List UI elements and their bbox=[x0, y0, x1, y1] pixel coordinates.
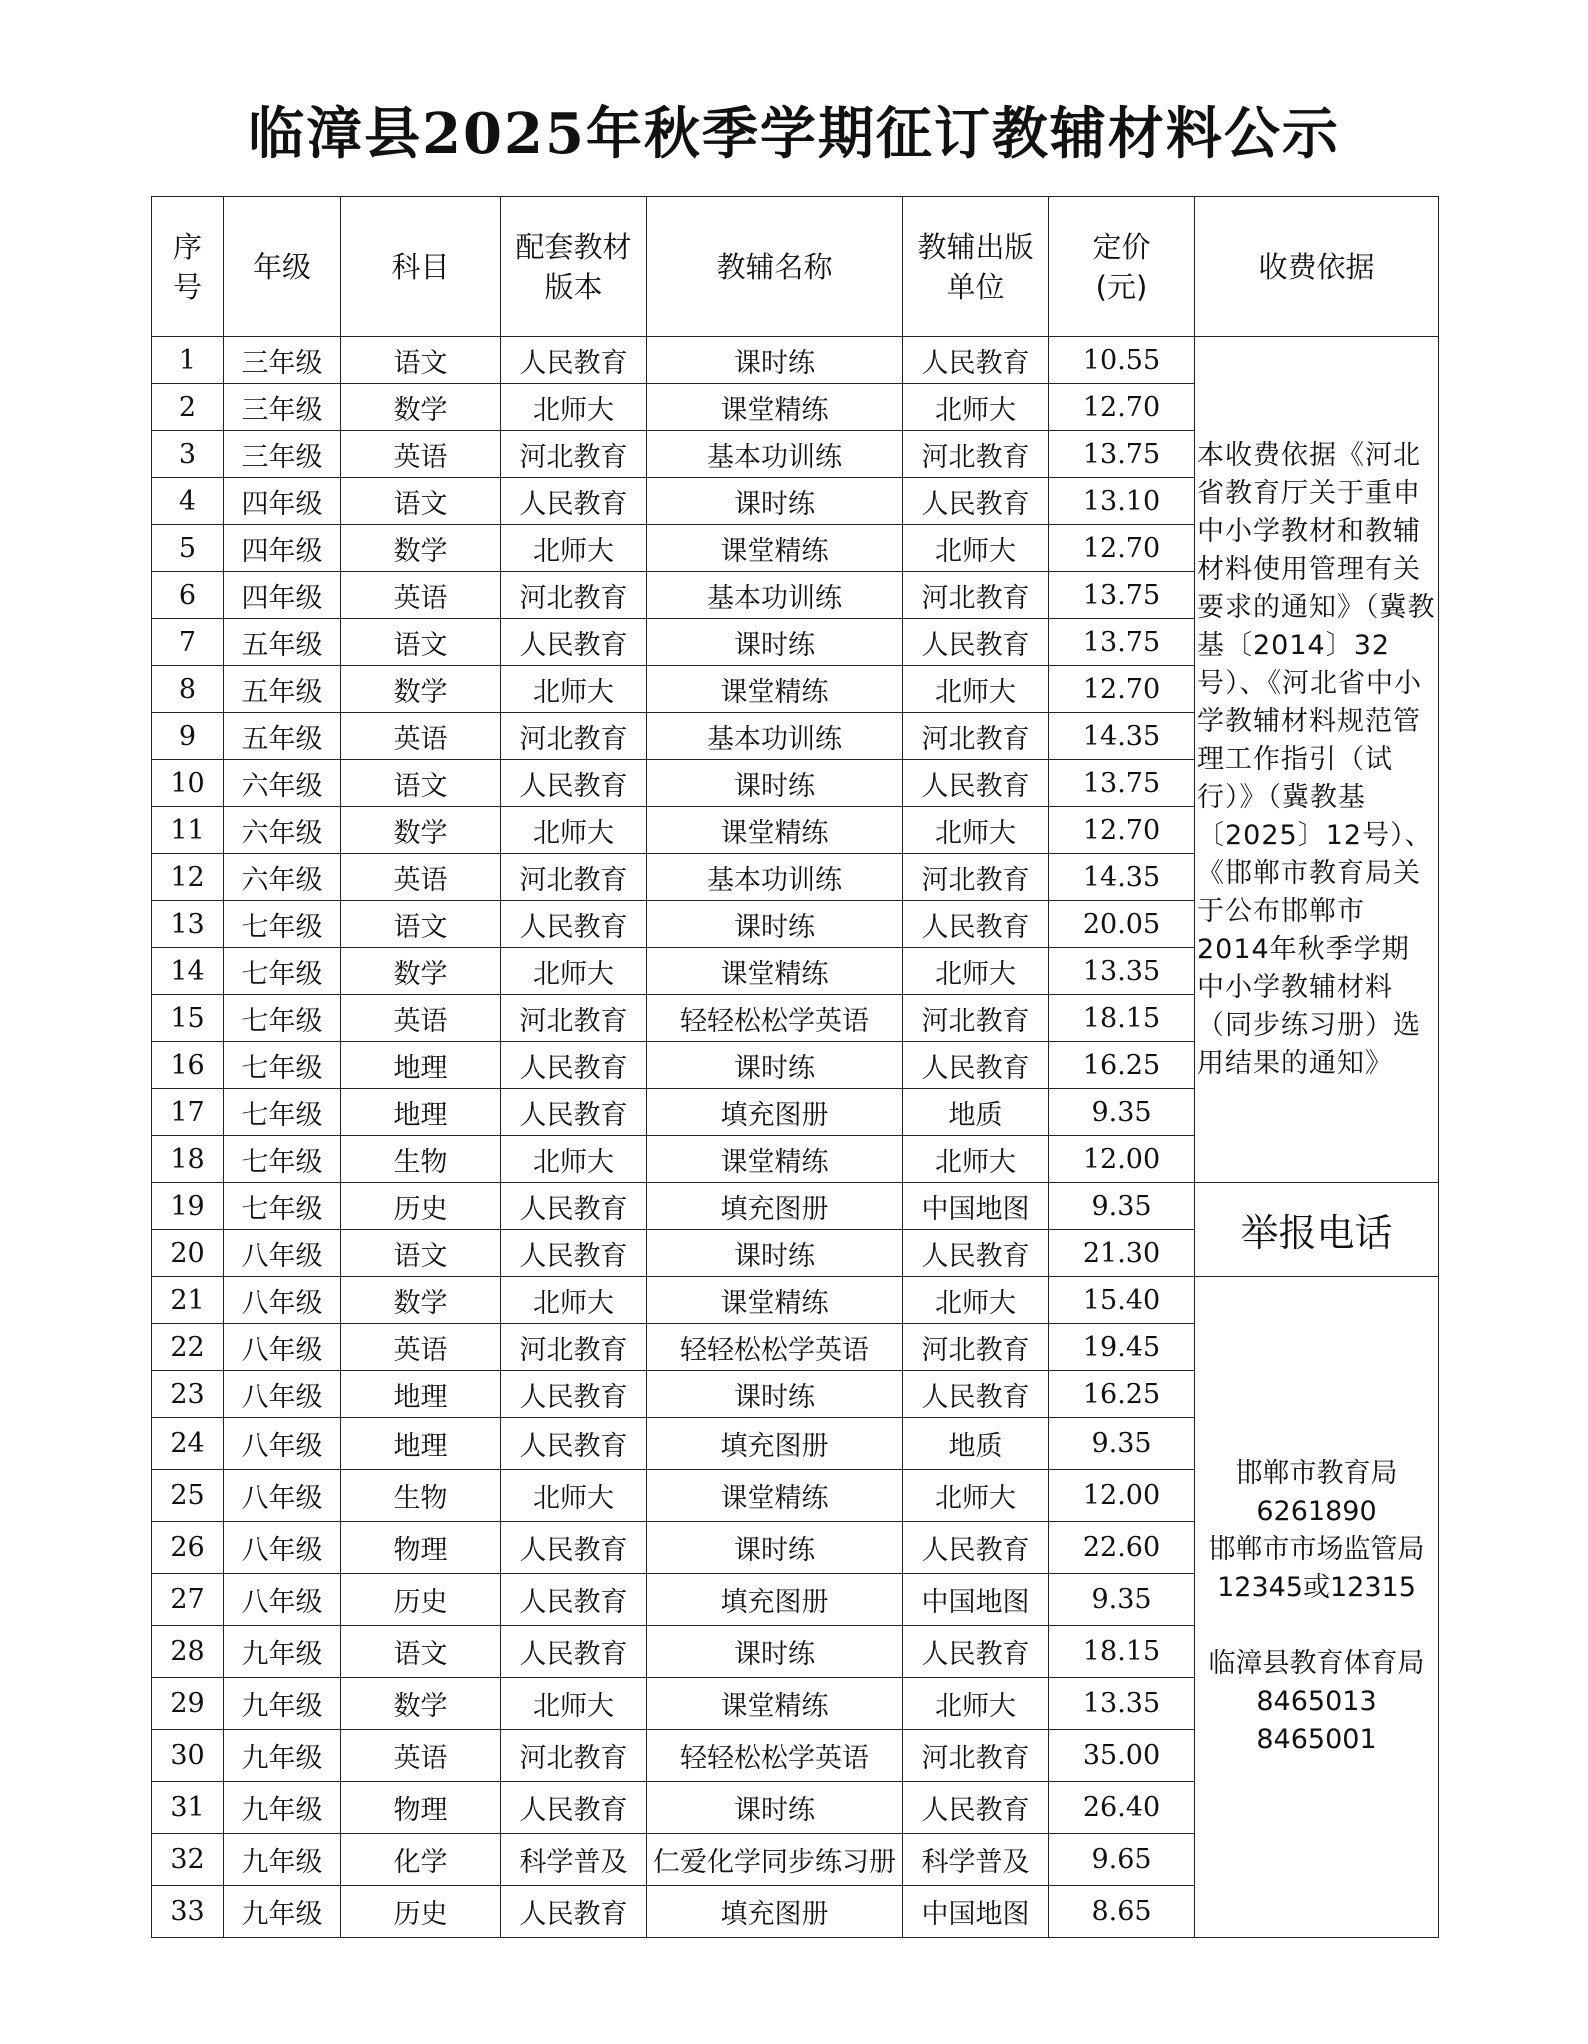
cell-no: 9 bbox=[152, 713, 224, 760]
cell-subject: 英语 bbox=[341, 854, 501, 901]
cell-edition: 河北教育 bbox=[501, 1324, 647, 1371]
fee-basis-text: 本收费依据《河北省教育厅关于重申中小学教材和教辅材料使用管理有关要求的通知》（冀教基〔2014〕32号）、《河北省中小学教辅材料规范管理工作指引（试行）》（冀教基〔2025〕12号）、《邯郸市教育局关于公布邯郸市2014年秋季学期中小学教辅材料（同步练习册）选用结果的通知》 bbox=[1195, 337, 1439, 1183]
cell-subject: 物理 bbox=[341, 1522, 501, 1574]
cell-no: 17 bbox=[152, 1089, 224, 1136]
cell-no: 1 bbox=[152, 337, 224, 384]
cell-edition: 人民教育 bbox=[501, 901, 647, 948]
cell-price: 21.30 bbox=[1049, 1230, 1195, 1277]
cell-publisher: 地质 bbox=[903, 1418, 1049, 1470]
cell-subject: 英语 bbox=[341, 572, 501, 619]
cell-grade: 七年级 bbox=[224, 948, 341, 995]
cell-grade: 七年级 bbox=[224, 1089, 341, 1136]
cell-grade: 七年级 bbox=[224, 1183, 341, 1230]
cell-name: 课堂精练 bbox=[647, 525, 903, 572]
cell-subject: 数学 bbox=[341, 666, 501, 713]
cell-name: 课堂精练 bbox=[647, 1136, 903, 1183]
cell-subject: 地理 bbox=[341, 1418, 501, 1470]
cell-edition: 人民教育 bbox=[501, 478, 647, 525]
cell-name: 课堂精练 bbox=[647, 1678, 903, 1730]
header-row bbox=[152, 197, 1439, 337]
cell-publisher: 河北教育 bbox=[903, 1324, 1049, 1371]
cell-edition: 北师大 bbox=[501, 1277, 647, 1324]
cell-edition: 人民教育 bbox=[501, 760, 647, 807]
cell-price: 9.35 bbox=[1049, 1574, 1195, 1626]
header-publisher: 教辅出版单位 bbox=[903, 197, 1049, 337]
cell-edition: 北师大 bbox=[501, 525, 647, 572]
cell-grade: 九年级 bbox=[224, 1626, 341, 1678]
cell-publisher: 河北教育 bbox=[903, 995, 1049, 1042]
cell-publisher: 人民教育 bbox=[903, 901, 1049, 948]
cell-no: 33 bbox=[152, 1886, 224, 1938]
cell-subject: 语文 bbox=[341, 619, 501, 666]
cell-subject: 英语 bbox=[341, 1730, 501, 1782]
cell-grade: 九年级 bbox=[224, 1886, 341, 1938]
cell-price: 18.15 bbox=[1049, 995, 1195, 1042]
cell-subject: 语文 bbox=[341, 478, 501, 525]
cell-edition: 人民教育 bbox=[501, 1183, 647, 1230]
cell-no: 6 bbox=[152, 572, 224, 619]
cell-grade: 六年级 bbox=[224, 760, 341, 807]
cell-price: 12.70 bbox=[1049, 807, 1195, 854]
cell-name: 课堂精练 bbox=[647, 384, 903, 431]
cell-no: 23 bbox=[152, 1371, 224, 1418]
cell-subject: 生物 bbox=[341, 1470, 501, 1522]
table-row bbox=[152, 1183, 1439, 1230]
cell-price: 18.15 bbox=[1049, 1626, 1195, 1678]
materials-table bbox=[151, 196, 1439, 1938]
cell-subject: 数学 bbox=[341, 525, 501, 572]
cell-no: 15 bbox=[152, 995, 224, 1042]
cell-edition: 人民教育 bbox=[501, 1574, 647, 1626]
cell-subject: 地理 bbox=[341, 1371, 501, 1418]
cell-price: 13.75 bbox=[1049, 572, 1195, 619]
cell-subject: 数学 bbox=[341, 1277, 501, 1324]
cell-price: 22.60 bbox=[1049, 1522, 1195, 1574]
cell-price: 9.35 bbox=[1049, 1183, 1195, 1230]
cell-price: 8.65 bbox=[1049, 1886, 1195, 1938]
cell-subject: 数学 bbox=[341, 384, 501, 431]
report-phone-heading: 举报电话 bbox=[1195, 1183, 1439, 1277]
cell-no: 4 bbox=[152, 478, 224, 525]
cell-no: 21 bbox=[152, 1277, 224, 1324]
cell-edition: 河北教育 bbox=[501, 713, 647, 760]
cell-no: 14 bbox=[152, 948, 224, 995]
cell-price: 20.05 bbox=[1049, 901, 1195, 948]
cell-publisher: 北师大 bbox=[903, 1678, 1049, 1730]
cell-name: 基本功训练 bbox=[647, 854, 903, 901]
cell-no: 7 bbox=[152, 619, 224, 666]
cell-no: 3 bbox=[152, 431, 224, 478]
cell-price: 9.35 bbox=[1049, 1418, 1195, 1470]
cell-grade: 五年级 bbox=[224, 619, 341, 666]
cell-subject: 地理 bbox=[341, 1089, 501, 1136]
cell-edition: 北师大 bbox=[501, 384, 647, 431]
cell-no: 19 bbox=[152, 1183, 224, 1230]
cell-grade: 四年级 bbox=[224, 525, 341, 572]
cell-grade: 八年级 bbox=[224, 1470, 341, 1522]
cell-price: 13.10 bbox=[1049, 478, 1195, 525]
page-title: 临漳县2025年秋季学期征订教辅材料公示 bbox=[248, 101, 1340, 167]
cell-publisher: 北师大 bbox=[903, 1277, 1049, 1324]
cell-edition: 河北教育 bbox=[501, 854, 647, 901]
cell-grade: 九年级 bbox=[224, 1834, 341, 1886]
cell-name: 填充图册 bbox=[647, 1418, 903, 1470]
cell-name: 填充图册 bbox=[647, 1183, 903, 1230]
cell-name: 轻轻松松学英语 bbox=[647, 995, 903, 1042]
cell-subject: 历史 bbox=[341, 1886, 501, 1938]
cell-price: 12.00 bbox=[1049, 1136, 1195, 1183]
cell-grade: 八年级 bbox=[224, 1324, 341, 1371]
cell-name: 课堂精练 bbox=[647, 1277, 903, 1324]
cell-edition: 科学普及 bbox=[501, 1834, 647, 1886]
cell-price: 12.00 bbox=[1049, 1470, 1195, 1522]
cell-subject: 地理 bbox=[341, 1042, 501, 1089]
cell-edition: 北师大 bbox=[501, 1136, 647, 1183]
cell-edition: 河北教育 bbox=[501, 1730, 647, 1782]
cell-subject: 数学 bbox=[341, 807, 501, 854]
contact-line: 6261890 bbox=[1256, 1496, 1377, 1527]
cell-grade: 八年级 bbox=[224, 1230, 341, 1277]
cell-grade: 七年级 bbox=[224, 995, 341, 1042]
cell-name: 基本功训练 bbox=[647, 572, 903, 619]
cell-publisher: 科学普及 bbox=[903, 1834, 1049, 1886]
cell-grade: 六年级 bbox=[224, 854, 341, 901]
contact-line: 8465001 bbox=[1256, 1724, 1377, 1755]
cell-edition: 人民教育 bbox=[501, 1782, 647, 1834]
cell-name: 课时练 bbox=[647, 1230, 903, 1277]
cell-no: 11 bbox=[152, 807, 224, 854]
header-grade: 年级 bbox=[224, 197, 341, 337]
cell-grade: 八年级 bbox=[224, 1522, 341, 1574]
cell-no: 20 bbox=[152, 1230, 224, 1277]
cell-price: 10.55 bbox=[1049, 337, 1195, 384]
cell-price: 12.70 bbox=[1049, 525, 1195, 572]
cell-no: 16 bbox=[152, 1042, 224, 1089]
cell-edition: 北师大 bbox=[501, 1678, 647, 1730]
cell-price: 9.35 bbox=[1049, 1089, 1195, 1136]
cell-subject: 英语 bbox=[341, 713, 501, 760]
cell-price: 13.75 bbox=[1049, 760, 1195, 807]
cell-name: 填充图册 bbox=[647, 1574, 903, 1626]
cell-publisher: 人民教育 bbox=[903, 619, 1049, 666]
cell-grade: 九年级 bbox=[224, 1782, 341, 1834]
cell-publisher: 河北教育 bbox=[903, 713, 1049, 760]
cell-no: 2 bbox=[152, 384, 224, 431]
cell-price: 26.40 bbox=[1049, 1782, 1195, 1834]
cell-name: 课堂精练 bbox=[647, 948, 903, 995]
header-price: 定价(元) bbox=[1049, 197, 1195, 337]
cell-subject: 语文 bbox=[341, 1626, 501, 1678]
cell-subject: 历史 bbox=[341, 1183, 501, 1230]
cell-name: 填充图册 bbox=[647, 1089, 903, 1136]
contact-line: 邯郸市市场监管局12345或12315 bbox=[1208, 1534, 1425, 1603]
cell-name: 课时练 bbox=[647, 1042, 903, 1089]
cell-grade: 八年级 bbox=[224, 1418, 341, 1470]
cell-edition: 人民教育 bbox=[501, 1626, 647, 1678]
header-subject: 科目 bbox=[341, 197, 501, 337]
cell-edition: 人民教育 bbox=[501, 1522, 647, 1574]
header-edition: 配套教材版本 bbox=[501, 197, 647, 337]
cell-price: 14.35 bbox=[1049, 854, 1195, 901]
cell-name: 课时练 bbox=[647, 901, 903, 948]
cell-price: 16.25 bbox=[1049, 1371, 1195, 1418]
header-name: 教辅名称 bbox=[647, 197, 903, 337]
cell-name: 课时练 bbox=[647, 760, 903, 807]
cell-grade: 五年级 bbox=[224, 713, 341, 760]
cell-publisher: 北师大 bbox=[903, 948, 1049, 995]
cell-no: 18 bbox=[152, 1136, 224, 1183]
cell-grade: 六年级 bbox=[224, 807, 341, 854]
contact-line: 临漳县教育体育局 bbox=[1208, 1648, 1425, 1679]
contact-line: 邯郸市教育局 bbox=[1235, 1458, 1398, 1489]
cell-subject: 语文 bbox=[341, 901, 501, 948]
cell-publisher: 人民教育 bbox=[903, 1626, 1049, 1678]
cell-price: 13.75 bbox=[1049, 619, 1195, 666]
cell-name: 课时练 bbox=[647, 337, 903, 384]
cell-publisher: 北师大 bbox=[903, 384, 1049, 431]
cell-edition: 北师大 bbox=[501, 1470, 647, 1522]
cell-no: 5 bbox=[152, 525, 224, 572]
cell-publisher: 人民教育 bbox=[903, 478, 1049, 525]
cell-grade: 三年级 bbox=[224, 337, 341, 384]
cell-subject: 物理 bbox=[341, 1782, 501, 1834]
cell-grade: 三年级 bbox=[224, 431, 341, 478]
cell-subject: 化学 bbox=[341, 1834, 501, 1886]
cell-price: 9.65 bbox=[1049, 1834, 1195, 1886]
cell-name: 仁爱化学同步练习册 bbox=[647, 1834, 903, 1886]
cell-publisher: 北师大 bbox=[903, 807, 1049, 854]
cell-no: 28 bbox=[152, 1626, 224, 1678]
cell-name: 课时练 bbox=[647, 1626, 903, 1678]
cell-edition: 人民教育 bbox=[501, 1371, 647, 1418]
cell-edition: 河北教育 bbox=[501, 572, 647, 619]
cell-grade: 九年级 bbox=[224, 1678, 341, 1730]
cell-name: 基本功训练 bbox=[647, 713, 903, 760]
cell-price: 12.70 bbox=[1049, 666, 1195, 713]
cell-name: 课堂精练 bbox=[647, 666, 903, 713]
cell-grade: 八年级 bbox=[224, 1574, 341, 1626]
cell-no: 29 bbox=[152, 1678, 224, 1730]
cell-price: 13.35 bbox=[1049, 1678, 1195, 1730]
cell-no: 12 bbox=[152, 854, 224, 901]
cell-price: 16.25 bbox=[1049, 1042, 1195, 1089]
cell-edition: 人民教育 bbox=[501, 1089, 647, 1136]
cell-name: 课时练 bbox=[647, 1522, 903, 1574]
cell-edition: 河北教育 bbox=[501, 995, 647, 1042]
header-no: 序号 bbox=[152, 197, 224, 337]
cell-grade: 八年级 bbox=[224, 1277, 341, 1324]
cell-publisher: 人民教育 bbox=[903, 1042, 1049, 1089]
cell-no: 13 bbox=[152, 901, 224, 948]
cell-price: 35.00 bbox=[1049, 1730, 1195, 1782]
header-basis: 收费依据 bbox=[1195, 197, 1439, 337]
cell-subject: 英语 bbox=[341, 431, 501, 478]
cell-publisher: 河北教育 bbox=[903, 1730, 1049, 1782]
cell-grade: 八年级 bbox=[224, 1371, 341, 1418]
cell-price: 19.45 bbox=[1049, 1324, 1195, 1371]
cell-publisher: 北师大 bbox=[903, 666, 1049, 713]
cell-name: 课时练 bbox=[647, 619, 903, 666]
cell-edition: 人民教育 bbox=[501, 1418, 647, 1470]
cell-subject: 英语 bbox=[341, 1324, 501, 1371]
cell-grade: 九年级 bbox=[224, 1730, 341, 1782]
cell-no: 25 bbox=[152, 1470, 224, 1522]
cell-no: 32 bbox=[152, 1834, 224, 1886]
cell-edition: 人民教育 bbox=[501, 1886, 647, 1938]
cell-subject: 英语 bbox=[341, 995, 501, 1042]
cell-name: 填充图册 bbox=[647, 1886, 903, 1938]
cell-publisher: 河北教育 bbox=[903, 431, 1049, 478]
cell-price: 12.70 bbox=[1049, 384, 1195, 431]
cell-publisher: 人民教育 bbox=[903, 337, 1049, 384]
cell-no: 24 bbox=[152, 1418, 224, 1470]
cell-publisher: 河北教育 bbox=[903, 854, 1049, 901]
cell-grade: 五年级 bbox=[224, 666, 341, 713]
cell-name: 课堂精练 bbox=[647, 807, 903, 854]
cell-grade: 四年级 bbox=[224, 478, 341, 525]
cell-subject: 数学 bbox=[341, 948, 501, 995]
report-contacts bbox=[1195, 1277, 1439, 1938]
cell-subject: 数学 bbox=[341, 1678, 501, 1730]
cell-name: 课时练 bbox=[647, 478, 903, 525]
cell-price: 13.35 bbox=[1049, 948, 1195, 995]
cell-subject: 语文 bbox=[341, 337, 501, 384]
cell-subject: 语文 bbox=[341, 1230, 501, 1277]
cell-no: 31 bbox=[152, 1782, 224, 1834]
cell-edition: 北师大 bbox=[501, 948, 647, 995]
cell-edition: 河北教育 bbox=[501, 431, 647, 478]
cell-name: 课时练 bbox=[647, 1371, 903, 1418]
cell-publisher: 人民教育 bbox=[903, 1230, 1049, 1277]
cell-name: 课时练 bbox=[647, 1782, 903, 1834]
cell-grade: 三年级 bbox=[224, 384, 341, 431]
cell-name: 轻轻松松学英语 bbox=[647, 1730, 903, 1782]
cell-name: 课堂精练 bbox=[647, 1470, 903, 1522]
cell-no: 30 bbox=[152, 1730, 224, 1782]
cell-no: 22 bbox=[152, 1324, 224, 1371]
cell-price: 14.35 bbox=[1049, 713, 1195, 760]
cell-publisher: 人民教育 bbox=[903, 1522, 1049, 1574]
cell-grade: 七年级 bbox=[224, 1042, 341, 1089]
cell-publisher: 河北教育 bbox=[903, 572, 1049, 619]
cell-publisher: 人民教育 bbox=[903, 1371, 1049, 1418]
cell-no: 27 bbox=[152, 1574, 224, 1626]
cell-publisher: 中国地图 bbox=[903, 1574, 1049, 1626]
cell-publisher: 北师大 bbox=[903, 1136, 1049, 1183]
table-row bbox=[152, 337, 1439, 384]
cell-publisher: 地质 bbox=[903, 1089, 1049, 1136]
cell-subject: 语文 bbox=[341, 760, 501, 807]
cell-publisher: 北师大 bbox=[903, 525, 1049, 572]
cell-name: 轻轻松松学英语 bbox=[647, 1324, 903, 1371]
cell-price: 13.75 bbox=[1049, 431, 1195, 478]
table-row bbox=[152, 1277, 1439, 1324]
cell-no: 26 bbox=[152, 1522, 224, 1574]
cell-grade: 七年级 bbox=[224, 1136, 341, 1183]
cell-edition: 人民教育 bbox=[501, 619, 647, 666]
cell-edition: 北师大 bbox=[501, 666, 647, 713]
cell-price: 15.40 bbox=[1049, 1277, 1195, 1324]
contact-line bbox=[1195, 1607, 1438, 1645]
cell-no: 8 bbox=[152, 666, 224, 713]
cell-subject: 历史 bbox=[341, 1574, 501, 1626]
cell-subject: 生物 bbox=[341, 1136, 501, 1183]
cell-edition: 人民教育 bbox=[501, 1042, 647, 1089]
cell-edition: 人民教育 bbox=[501, 1230, 647, 1277]
cell-edition: 北师大 bbox=[501, 807, 647, 854]
contact-line: 8465013 bbox=[1256, 1686, 1377, 1717]
cell-edition: 人民教育 bbox=[501, 337, 647, 384]
cell-publisher: 中国地图 bbox=[903, 1183, 1049, 1230]
cell-publisher: 人民教育 bbox=[903, 760, 1049, 807]
cell-no: 10 bbox=[152, 760, 224, 807]
cell-publisher: 中国地图 bbox=[903, 1886, 1049, 1938]
cell-publisher: 北师大 bbox=[903, 1470, 1049, 1522]
cell-grade: 四年级 bbox=[224, 572, 341, 619]
cell-name: 基本功训练 bbox=[647, 431, 903, 478]
cell-publisher: 人民教育 bbox=[903, 1782, 1049, 1834]
cell-grade: 七年级 bbox=[224, 901, 341, 948]
